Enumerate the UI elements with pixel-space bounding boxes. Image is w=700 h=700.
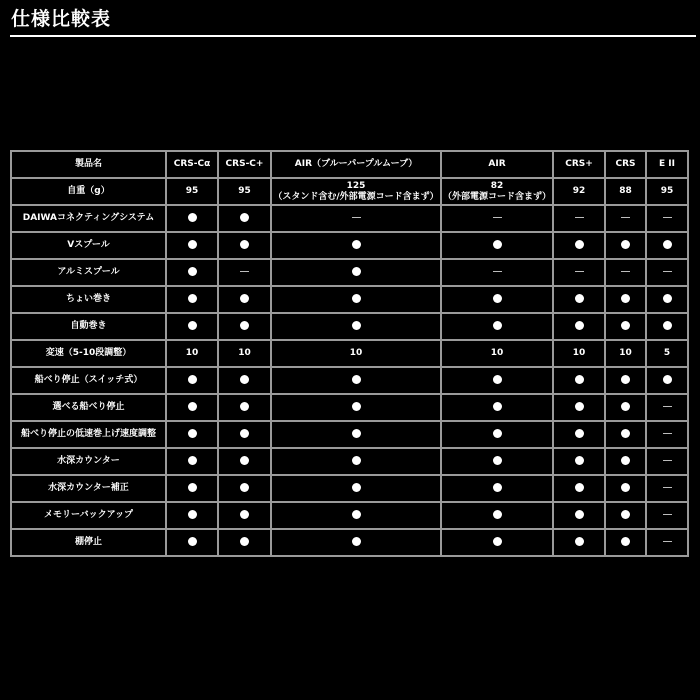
header-column: AIR bbox=[441, 151, 553, 178]
row-label: 変速（5-10段調整） bbox=[11, 340, 166, 367]
spec-cell bbox=[218, 529, 271, 556]
available-dot-icon bbox=[575, 537, 584, 546]
available-dot-icon bbox=[493, 429, 502, 438]
not-available-dash-icon bbox=[663, 514, 672, 515]
table-row bbox=[11, 340, 688, 367]
spec-cell bbox=[605, 340, 646, 367]
spec-cell bbox=[166, 259, 218, 286]
available-dot-icon bbox=[240, 240, 249, 249]
spec-cell bbox=[646, 286, 688, 313]
available-dot-icon bbox=[493, 294, 502, 303]
not-available-dash-icon bbox=[663, 541, 672, 542]
available-dot-icon bbox=[188, 240, 197, 249]
available-dot-icon bbox=[352, 537, 361, 546]
spec-cell bbox=[553, 448, 605, 475]
row-label: 自重（g） bbox=[11, 178, 166, 205]
spec-cell bbox=[553, 232, 605, 259]
spec-value: 5 bbox=[663, 348, 671, 358]
not-available-dash-icon bbox=[663, 487, 672, 488]
spec-cell bbox=[646, 448, 688, 475]
spec-cell bbox=[441, 421, 553, 448]
weight-value: 95 bbox=[238, 186, 251, 196]
row-label: Vスプール bbox=[11, 232, 166, 259]
available-dot-icon bbox=[352, 294, 361, 303]
spec-cell bbox=[271, 529, 441, 556]
table-row bbox=[11, 394, 688, 421]
weight-value: 88 bbox=[619, 186, 632, 196]
spec-cell bbox=[441, 205, 553, 232]
table-row-weight bbox=[11, 178, 688, 205]
header-label: 製品名 bbox=[11, 151, 166, 178]
available-dot-icon bbox=[352, 375, 361, 384]
weight-cell bbox=[646, 178, 688, 205]
spec-cell bbox=[166, 205, 218, 232]
available-dot-icon bbox=[493, 537, 502, 546]
available-dot-icon bbox=[493, 456, 502, 465]
spec-cell bbox=[553, 313, 605, 340]
spec-cell bbox=[166, 394, 218, 421]
spec-comparison-table bbox=[10, 150, 689, 557]
header-column: CRS-C+ bbox=[218, 151, 271, 178]
available-dot-icon bbox=[663, 294, 672, 303]
table-row bbox=[11, 367, 688, 394]
available-dot-icon bbox=[621, 321, 630, 330]
available-dot-icon bbox=[188, 213, 197, 222]
spec-cell bbox=[271, 232, 441, 259]
available-dot-icon bbox=[188, 321, 197, 330]
spec-cell bbox=[646, 259, 688, 286]
available-dot-icon bbox=[352, 483, 361, 492]
spec-cell bbox=[271, 259, 441, 286]
header-column: E II bbox=[646, 151, 688, 178]
row-label: 船べり停止（スイッチ式） bbox=[11, 367, 166, 394]
spec-cell bbox=[218, 394, 271, 421]
weight-value: 92 bbox=[572, 186, 586, 196]
available-dot-icon bbox=[188, 402, 197, 411]
weight-value: 95 bbox=[185, 186, 199, 196]
spec-cell bbox=[646, 340, 688, 367]
spec-cell bbox=[646, 502, 688, 529]
spec-value: 10 bbox=[185, 348, 199, 358]
spec-cell bbox=[605, 205, 646, 232]
available-dot-icon bbox=[621, 537, 630, 546]
available-dot-icon bbox=[493, 510, 502, 519]
spec-cell bbox=[646, 367, 688, 394]
not-available-dash-icon bbox=[493, 271, 502, 272]
not-available-dash-icon bbox=[663, 460, 672, 461]
available-dot-icon bbox=[188, 267, 197, 276]
page-title: 仕様比較表 bbox=[11, 8, 112, 30]
row-label: 選べる船べり停止 bbox=[11, 394, 166, 421]
spec-cell bbox=[553, 286, 605, 313]
spec-cell bbox=[166, 232, 218, 259]
available-dot-icon bbox=[240, 429, 249, 438]
available-dot-icon bbox=[240, 213, 249, 222]
available-dot-icon bbox=[621, 429, 630, 438]
spec-cell bbox=[218, 313, 271, 340]
available-dot-icon bbox=[663, 375, 672, 384]
spec-cell bbox=[166, 502, 218, 529]
not-available-dash-icon bbox=[663, 217, 672, 218]
spec-cell bbox=[441, 367, 553, 394]
weight-value: 82 bbox=[490, 180, 504, 191]
row-label: DAIWAコネクティングシステム bbox=[11, 205, 166, 232]
available-dot-icon bbox=[352, 429, 361, 438]
not-available-dash-icon bbox=[663, 271, 672, 272]
spec-cell bbox=[605, 259, 646, 286]
spec-value: 10 bbox=[238, 348, 251, 358]
spec-cell bbox=[553, 475, 605, 502]
table-header-row bbox=[11, 151, 688, 178]
spec-cell bbox=[605, 421, 646, 448]
available-dot-icon bbox=[352, 456, 361, 465]
spec-cell bbox=[553, 529, 605, 556]
spec-cell bbox=[441, 448, 553, 475]
available-dot-icon bbox=[493, 483, 502, 492]
available-dot-icon bbox=[352, 240, 361, 249]
row-label: 棚停止 bbox=[11, 529, 166, 556]
available-dot-icon bbox=[240, 483, 249, 492]
weight-cell bbox=[218, 178, 271, 205]
spec-cell bbox=[166, 448, 218, 475]
row-label: メモリーバックアップ bbox=[11, 502, 166, 529]
available-dot-icon bbox=[240, 294, 249, 303]
available-dot-icon bbox=[621, 483, 630, 492]
available-dot-icon bbox=[188, 375, 197, 384]
spec-cell bbox=[271, 340, 441, 367]
header-column: AIR（ブルーパープルムーブ） bbox=[271, 151, 441, 178]
spec-cell bbox=[166, 313, 218, 340]
spec-cell bbox=[218, 502, 271, 529]
spec-value: 10 bbox=[619, 348, 632, 358]
spec-cell bbox=[646, 475, 688, 502]
weight-cell bbox=[166, 178, 218, 205]
weight-cell bbox=[271, 178, 441, 205]
spec-value: 10 bbox=[572, 348, 586, 358]
spec-cell bbox=[441, 313, 553, 340]
weight-cell bbox=[553, 178, 605, 205]
spec-cell bbox=[441, 232, 553, 259]
spec-cell bbox=[646, 529, 688, 556]
spec-cell bbox=[218, 340, 271, 367]
table-row bbox=[11, 475, 688, 502]
header-column: CRS-Cα bbox=[166, 151, 218, 178]
available-dot-icon bbox=[575, 456, 584, 465]
table-row bbox=[11, 205, 688, 232]
spec-cell bbox=[271, 367, 441, 394]
available-dot-icon bbox=[240, 510, 249, 519]
spec-cell bbox=[218, 286, 271, 313]
spec-cell bbox=[605, 367, 646, 394]
weight-cell bbox=[605, 178, 646, 205]
available-dot-icon bbox=[621, 240, 630, 249]
row-label: アルミスプール bbox=[11, 259, 166, 286]
spec-cell bbox=[271, 205, 441, 232]
available-dot-icon bbox=[663, 240, 672, 249]
spec-cell bbox=[646, 205, 688, 232]
table-row bbox=[11, 502, 688, 529]
table-row bbox=[11, 286, 688, 313]
table-row bbox=[11, 529, 688, 556]
spec-cell bbox=[218, 232, 271, 259]
available-dot-icon bbox=[240, 537, 249, 546]
header-column: CRS bbox=[605, 151, 646, 178]
spec-cell bbox=[218, 421, 271, 448]
not-available-dash-icon bbox=[663, 433, 672, 434]
available-dot-icon bbox=[240, 375, 249, 384]
not-available-dash-icon bbox=[621, 271, 630, 272]
spec-cell bbox=[166, 421, 218, 448]
spec-cell bbox=[441, 340, 553, 367]
spec-value: 10 bbox=[490, 348, 504, 358]
spec-cell bbox=[441, 475, 553, 502]
available-dot-icon bbox=[240, 321, 249, 330]
spec-cell bbox=[441, 502, 553, 529]
row-label: 水深カウンター bbox=[11, 448, 166, 475]
not-available-dash-icon bbox=[493, 217, 502, 218]
header-column: CRS+ bbox=[553, 151, 605, 178]
spec-cell bbox=[271, 448, 441, 475]
available-dot-icon bbox=[575, 510, 584, 519]
spec-cell bbox=[605, 475, 646, 502]
table-row bbox=[11, 313, 688, 340]
spec-cell bbox=[553, 394, 605, 421]
spec-cell bbox=[441, 286, 553, 313]
spec-cell bbox=[166, 367, 218, 394]
available-dot-icon bbox=[188, 483, 197, 492]
table-row bbox=[11, 259, 688, 286]
spec-value: 10 bbox=[349, 348, 363, 358]
available-dot-icon bbox=[352, 267, 361, 276]
spec-cell bbox=[605, 529, 646, 556]
not-available-dash-icon bbox=[575, 271, 584, 272]
spec-cell bbox=[441, 394, 553, 421]
spec-cell bbox=[605, 286, 646, 313]
spec-cell bbox=[271, 421, 441, 448]
spec-cell bbox=[166, 286, 218, 313]
available-dot-icon bbox=[575, 402, 584, 411]
available-dot-icon bbox=[352, 321, 361, 330]
spec-cell bbox=[553, 205, 605, 232]
spec-cell bbox=[646, 313, 688, 340]
spec-cell bbox=[441, 529, 553, 556]
spec-cell bbox=[166, 529, 218, 556]
available-dot-icon bbox=[352, 510, 361, 519]
spec-cell bbox=[218, 205, 271, 232]
spec-cell bbox=[271, 313, 441, 340]
title-divider bbox=[10, 35, 696, 37]
spec-cell bbox=[218, 367, 271, 394]
available-dot-icon bbox=[493, 321, 502, 330]
available-dot-icon bbox=[188, 429, 197, 438]
available-dot-icon bbox=[621, 402, 630, 411]
weight-cell bbox=[441, 178, 553, 205]
spec-cell bbox=[605, 448, 646, 475]
available-dot-icon bbox=[493, 240, 502, 249]
available-dot-icon bbox=[575, 240, 584, 249]
available-dot-icon bbox=[575, 375, 584, 384]
spec-cell bbox=[271, 475, 441, 502]
available-dot-icon bbox=[621, 375, 630, 384]
row-label: 水深カウンター補正 bbox=[11, 475, 166, 502]
available-dot-icon bbox=[575, 483, 584, 492]
spec-cell bbox=[441, 259, 553, 286]
weight-note: （スタンド含む/外部電源コード含まず） bbox=[273, 191, 439, 202]
available-dot-icon bbox=[352, 402, 361, 411]
spec-cell bbox=[553, 340, 605, 367]
available-dot-icon bbox=[575, 429, 584, 438]
available-dot-icon bbox=[621, 456, 630, 465]
table-row bbox=[11, 421, 688, 448]
table-row bbox=[11, 232, 688, 259]
row-label: 自動巻き bbox=[11, 313, 166, 340]
spec-cell bbox=[271, 394, 441, 421]
spec-cell bbox=[605, 502, 646, 529]
available-dot-icon bbox=[621, 294, 630, 303]
available-dot-icon bbox=[663, 321, 672, 330]
weight-note: （外部電源コード含まず） bbox=[442, 191, 551, 202]
spec-cell bbox=[271, 286, 441, 313]
spec-cell bbox=[646, 421, 688, 448]
spec-cell bbox=[646, 394, 688, 421]
row-label: ちょい巻き bbox=[11, 286, 166, 313]
available-dot-icon bbox=[493, 375, 502, 384]
not-available-dash-icon bbox=[575, 217, 584, 218]
spec-cell bbox=[605, 313, 646, 340]
available-dot-icon bbox=[240, 402, 249, 411]
table-row bbox=[11, 448, 688, 475]
spec-cell bbox=[218, 259, 271, 286]
spec-cell bbox=[166, 340, 218, 367]
available-dot-icon bbox=[575, 294, 584, 303]
not-available-dash-icon bbox=[621, 217, 630, 218]
row-label: 船べり停止の低速巻上げ速度調整 bbox=[11, 421, 166, 448]
spec-cell bbox=[553, 367, 605, 394]
spec-cell bbox=[605, 394, 646, 421]
available-dot-icon bbox=[188, 537, 197, 546]
not-available-dash-icon bbox=[663, 406, 672, 407]
spec-cell bbox=[553, 502, 605, 529]
available-dot-icon bbox=[188, 456, 197, 465]
spec-cell bbox=[166, 475, 218, 502]
available-dot-icon bbox=[188, 294, 197, 303]
weight-value: 95 bbox=[660, 186, 674, 196]
available-dot-icon bbox=[575, 321, 584, 330]
spec-cell bbox=[271, 502, 441, 529]
spec-cell bbox=[218, 448, 271, 475]
spec-cell bbox=[218, 475, 271, 502]
available-dot-icon bbox=[621, 510, 630, 519]
available-dot-icon bbox=[188, 510, 197, 519]
not-available-dash-icon bbox=[240, 271, 249, 272]
spec-cell bbox=[553, 421, 605, 448]
available-dot-icon bbox=[240, 456, 249, 465]
spec-cell bbox=[553, 259, 605, 286]
not-available-dash-icon bbox=[352, 217, 361, 218]
spec-cell bbox=[646, 232, 688, 259]
spec-cell bbox=[605, 232, 646, 259]
weight-value: 125 bbox=[346, 180, 366, 191]
available-dot-icon bbox=[493, 402, 502, 411]
